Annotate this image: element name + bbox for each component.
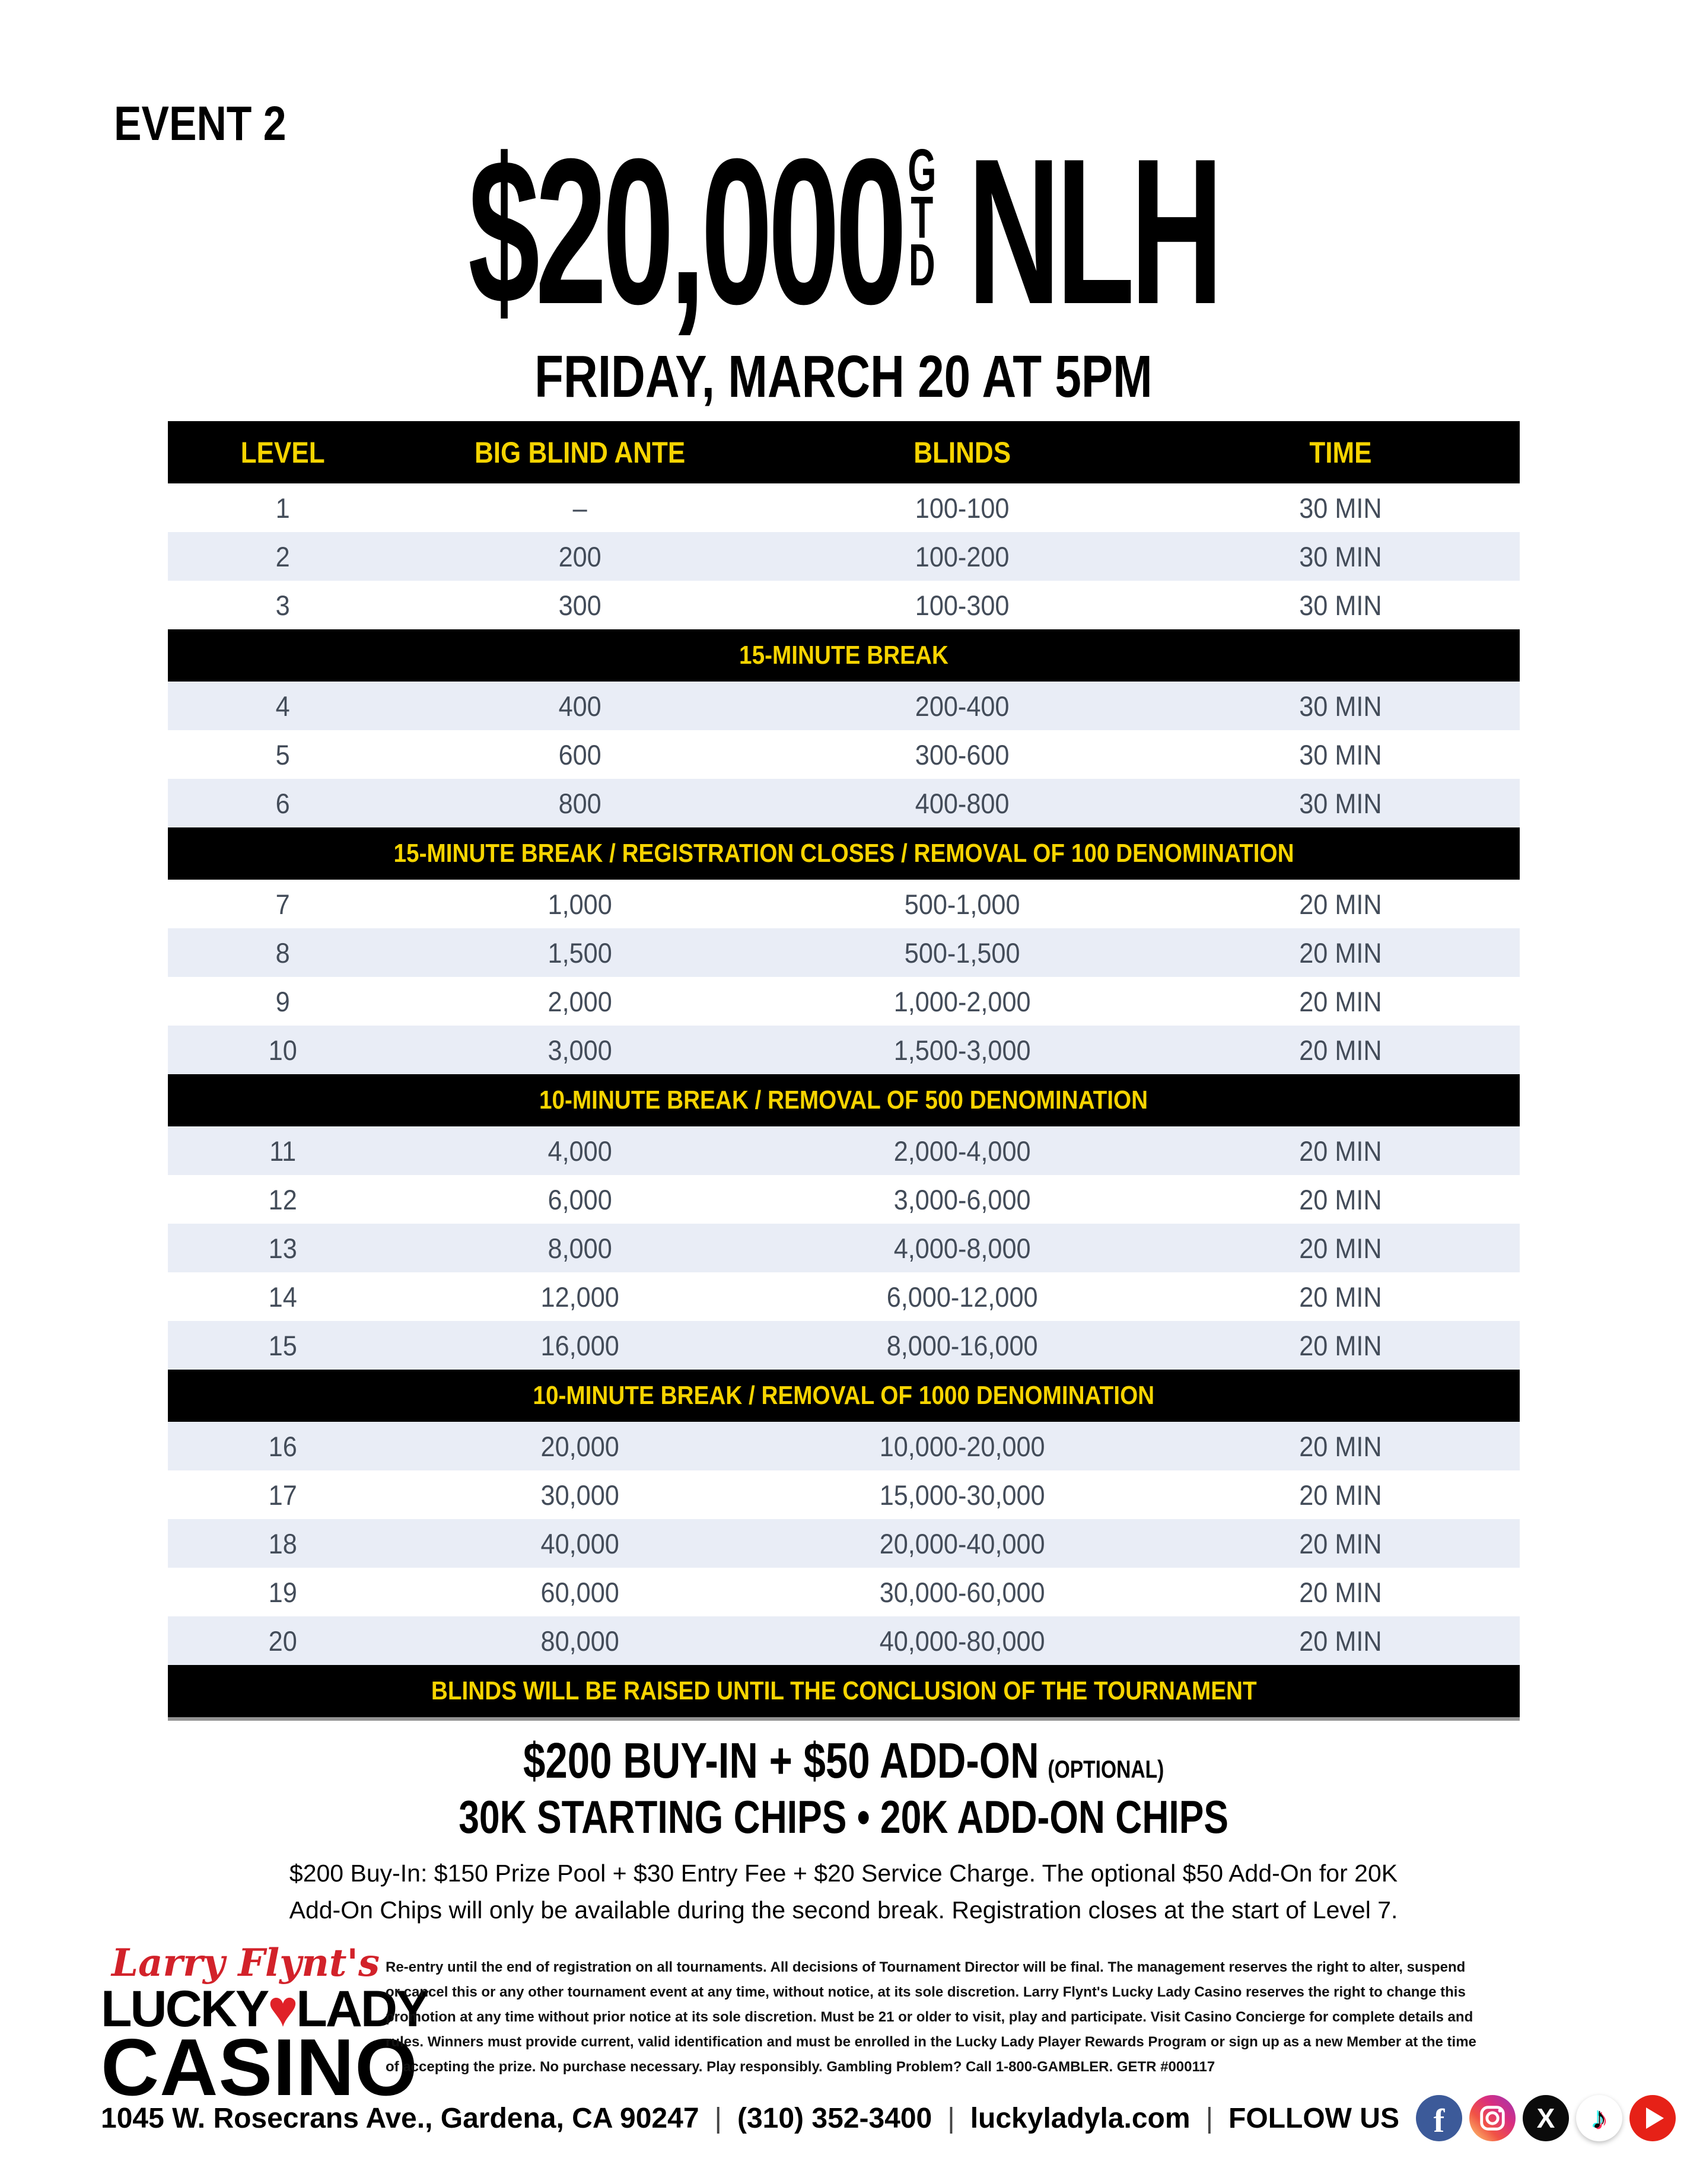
level-cell: 3 [275, 589, 290, 621]
level-cell: 6 [275, 787, 290, 819]
title-game: NLH [967, 116, 1219, 348]
event-number: EVENT 2 [114, 97, 287, 151]
blinds-cell: 100-200 [915, 540, 1010, 572]
level-row [168, 880, 1520, 928]
blinds-cell: 100-300 [915, 589, 1010, 621]
ante-cell: 400 [559, 690, 602, 722]
footer-separator: | [947, 2102, 955, 2134]
break-row [168, 1074, 1520, 1126]
blinds-cell: 400-800 [915, 787, 1010, 819]
break-label: 15-MINUTE BREAK [739, 641, 948, 670]
ante-cell: 300 [559, 589, 602, 621]
youtube-icon[interactable] [1629, 2095, 1676, 2141]
level-cell: 18 [268, 1527, 297, 1559]
header-level: LEVEL [240, 435, 325, 469]
tiktok-glyph: ♪ [1591, 2101, 1607, 2135]
level-row [168, 1519, 1520, 1568]
ante-cell: 3,000 [548, 1034, 613, 1066]
level-cell: 15 [268, 1329, 297, 1361]
level-row [168, 779, 1520, 827]
fine-print-line2: or cancel this or any other tournament event at any time, without notice, at its sole discretion. Larry Flynt's Lucky Lady Casino reserves the right to change this [386, 1984, 1466, 2000]
level-cell: 8 [275, 937, 290, 969]
blinds-cell: 8,000-16,000 [886, 1329, 1038, 1361]
footer-website[interactable]: luckyladyla.com [970, 2102, 1191, 2134]
instagram-glyph [1469, 2095, 1516, 2141]
level-cell: 2 [275, 540, 290, 572]
level-cell: 10 [268, 1034, 297, 1066]
time-cell: 20 MIN [1299, 1232, 1382, 1264]
header-blinds: BLINDS [913, 435, 1011, 469]
break-label: 10-MINUTE BREAK / REMOVAL OF 500 DENOMINATION [539, 1085, 1148, 1115]
blinds-cell: 100-100 [915, 492, 1010, 524]
blinds-cell: 40,000-80,000 [879, 1625, 1045, 1657]
level-cell: 1 [275, 492, 290, 524]
facebook-glyph: f [1433, 2103, 1445, 2140]
logo-word-lady: LADY [296, 1981, 428, 2037]
time-cell: 20 MIN [1299, 985, 1382, 1017]
break-row [168, 629, 1520, 682]
level-cell: 11 [269, 1135, 297, 1167]
casino-logo [101, 1941, 433, 2112]
fine-print-line5: of accepting the prize. No purchase necessary. Play responsibly. Gambling Problem? Call 1-800-GAMBLER. GETR #000117 [386, 2059, 1215, 2075]
gtd-letter-g: G [908, 137, 937, 203]
ante-cell: 16,000 [540, 1329, 620, 1361]
level-cell: 14 [268, 1281, 297, 1313]
blinds-cell: 300-600 [915, 738, 1010, 771]
footer-separator: | [1205, 2102, 1214, 2134]
x-twitter-icon[interactable] [1523, 2095, 1569, 2141]
tiktok-icon[interactable] [1576, 2095, 1622, 2141]
level-row [168, 1026, 1520, 1074]
ante-cell: 200 [559, 540, 602, 572]
chips-text: 30K STARTING CHIPS • 20K ADD-ON CHIPS [459, 1791, 1228, 1843]
heart-icon: ♥ [268, 1981, 297, 2037]
time-cell: 20 MIN [1299, 1034, 1382, 1066]
break-label: 10-MINUTE BREAK / REMOVAL OF 1000 DENOMINATION [533, 1381, 1155, 1410]
blinds-cell: 1,000-2,000 [893, 985, 1031, 1017]
blinds-cell: 200-400 [915, 690, 1010, 722]
level-row [168, 1224, 1520, 1272]
level-row [168, 977, 1520, 1026]
time-cell: 20 MIN [1299, 1430, 1382, 1462]
time-cell: 20 MIN [1299, 888, 1382, 920]
fine-print-line3: promotion at any time without prior notice at its sole discretion. Must be 21 or older to visit, play and participate. Visit Casino Concierge for complete details and [386, 2009, 1473, 2025]
footer-phone: (310) 352-3400 [737, 2102, 932, 2134]
level-row [168, 1175, 1520, 1224]
level-row [168, 1126, 1520, 1175]
footer-bar [101, 2095, 1619, 2141]
youtube-play-glyph [1646, 2107, 1664, 2129]
blinds-cell: 500-1,000 [904, 888, 1020, 920]
ante-cell: 8,000 [548, 1232, 613, 1264]
ante-cell: 600 [559, 738, 602, 771]
time-cell: 30 MIN [1299, 738, 1382, 771]
break-row [168, 1370, 1520, 1422]
blinds-cell: 6,000-12,000 [886, 1281, 1038, 1313]
time-cell: 20 MIN [1299, 937, 1382, 969]
level-cell: 19 [268, 1576, 297, 1608]
time-cell: 30 MIN [1299, 690, 1382, 722]
blinds-cell: 30,000-60,000 [879, 1576, 1045, 1608]
level-row [168, 730, 1520, 779]
time-cell: 30 MIN [1299, 492, 1382, 524]
ante-cell: 80,000 [540, 1625, 620, 1657]
ante-cell: 6,000 [548, 1183, 613, 1215]
time-cell: 20 MIN [1299, 1135, 1382, 1167]
logo-script-text: Larry Flynt's [112, 1941, 380, 1985]
blinds-cell: 20,000-40,000 [879, 1527, 1045, 1559]
buyin-optional-text: (OPTIONAL) [1048, 1755, 1164, 1783]
fine-print-line1: Re-entry until the end of registration on all tournaments. All decisions of Tournament Director will be final. The management reserves the right to alter, suspend [386, 1959, 1466, 1975]
blinds-cell: 2,000-4,000 [893, 1135, 1031, 1167]
level-row [168, 1616, 1520, 1665]
blind-structure-table [168, 421, 1520, 1717]
time-cell: 30 MIN [1299, 540, 1382, 572]
chips-heading [0, 1790, 1687, 1844]
level-row [168, 483, 1520, 532]
ante-cell: 1,500 [548, 937, 613, 969]
header-time: TIME [1309, 435, 1372, 469]
blinds-cell: 500-1,500 [904, 937, 1020, 969]
level-cell: 12 [268, 1183, 297, 1215]
logo-word-lucky: LUCKY [101, 1981, 268, 2037]
level-row [168, 928, 1520, 977]
footer-separator: | [714, 2102, 722, 2134]
event-title [320, 116, 1366, 348]
fine-print [386, 1955, 1643, 2080]
break-row [168, 827, 1520, 880]
event-date: FRIDAY, MARCH 20 AT 5PM [534, 343, 1153, 410]
time-cell: 30 MIN [1299, 589, 1382, 621]
x-glyph: X [1536, 2103, 1555, 2134]
level-row [168, 581, 1520, 629]
gtd-letter-t: T [911, 184, 934, 251]
level-row [168, 1568, 1520, 1616]
footer-follow-us: FOLLOW US [1228, 2102, 1399, 2134]
facebook-icon[interactable] [1416, 2095, 1462, 2141]
blinds-cell: 3,000-6,000 [893, 1183, 1031, 1215]
level-cell: 5 [275, 738, 290, 771]
time-cell: 20 MIN [1299, 1576, 1382, 1608]
ante-cell: 30,000 [540, 1479, 620, 1511]
level-cell: 7 [275, 888, 290, 920]
time-cell: 30 MIN [1299, 787, 1382, 819]
footer-address: 1045 W. Rosecrans Ave., Gardena, CA 90247 [101, 2102, 699, 2134]
structure-table-body [168, 483, 1520, 1717]
level-cell: 4 [275, 690, 290, 722]
break-label: 15-MINUTE BREAK / REGISTRATION CLOSES / REMOVAL OF 100 DENOMINATION [393, 839, 1294, 868]
buyin-details-line2: Add-On Chips will only be available during the second break. Registration closes at the start of Level 7. [289, 1896, 1398, 1924]
fine-print-line4: rules. Winners must provide current, valid identification and must be enrolled in the Lucky Lady Player Rewards Program or sign up as a new Member at the time [386, 2034, 1476, 2050]
level-cell: 9 [275, 985, 290, 1017]
time-cell: 20 MIN [1299, 1625, 1382, 1657]
title-amount: $20,000 [468, 116, 903, 348]
time-cell: 20 MIN [1299, 1281, 1382, 1313]
buyin-details-line1: $200 Buy-In: $150 Prize Pool + $30 Entry Fee + $20 Service Charge. The optional $50 Add-On for 20K [289, 1860, 1398, 1887]
level-row [168, 1422, 1520, 1470]
buyin-amount-text: $200 BUY-IN + $50 ADD-ON [523, 1733, 1039, 1788]
blinds-cell: 10,000-20,000 [879, 1430, 1045, 1462]
time-cell: 20 MIN [1299, 1329, 1382, 1361]
blinds-cell: 1,500-3,000 [893, 1034, 1031, 1066]
ante-cell: 2,000 [548, 985, 613, 1017]
level-row [168, 1321, 1520, 1370]
level-cell: 17 [268, 1479, 297, 1511]
level-row [168, 532, 1520, 581]
time-cell: 20 MIN [1299, 1479, 1382, 1511]
level-cell: 16 [268, 1430, 297, 1462]
title-gtd [908, 137, 937, 298]
ante-cell: 40,000 [540, 1527, 620, 1559]
logo-word-casino: CASINO [101, 2022, 418, 2112]
break-row [168, 1665, 1520, 1717]
blinds-cell: 4,000-8,000 [893, 1232, 1031, 1264]
level-cell: 20 [268, 1625, 297, 1657]
ante-cell: 60,000 [540, 1576, 620, 1608]
time-cell: 20 MIN [1299, 1527, 1382, 1559]
buyin-details [132, 1855, 1555, 1928]
social-icons [1416, 2095, 1676, 2141]
time-cell: 20 MIN [1299, 1183, 1382, 1215]
ante-cell: – [573, 492, 588, 524]
break-label: BLINDS WILL BE RAISED UNTIL THE CONCLUSION OF THE TOURNAMENT [431, 1676, 1257, 1705]
blinds-cell: 15,000-30,000 [879, 1479, 1045, 1511]
gtd-letter-d: D [908, 232, 935, 298]
ante-cell: 20,000 [540, 1430, 620, 1462]
header-big-blind-ante: BIG BLIND ANTE [475, 435, 686, 469]
ante-cell: 1,000 [548, 888, 613, 920]
level-cell: 13 [268, 1232, 297, 1264]
table-header-row [168, 421, 1520, 483]
level-row [168, 1272, 1520, 1321]
ante-cell: 4,000 [548, 1135, 613, 1167]
ante-cell: 800 [559, 787, 602, 819]
instagram-icon[interactable] [1469, 2095, 1516, 2141]
level-row [168, 682, 1520, 730]
buyin-heading [0, 1732, 1687, 1790]
ante-cell: 12,000 [540, 1281, 620, 1313]
level-row [168, 1470, 1520, 1519]
